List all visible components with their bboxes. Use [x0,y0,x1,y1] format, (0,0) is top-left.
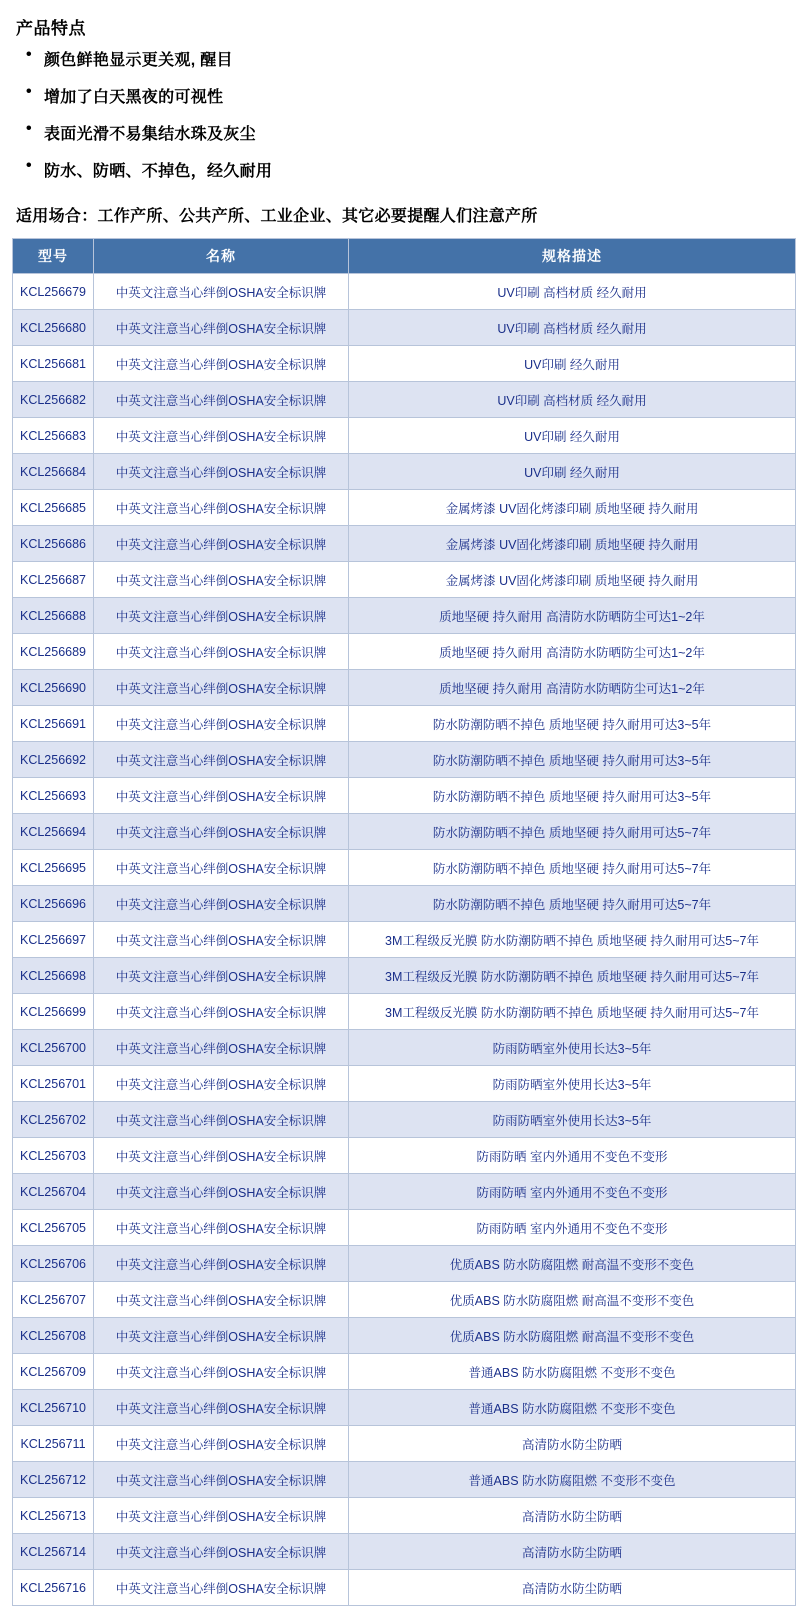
cell-model: KCL256685 [13,490,94,526]
cell-name: 中英文注意当心绊倒OSHA安全标识牌 [94,490,349,526]
table-header-row [13,239,796,274]
cell-name: 中英文注意当心绊倒OSHA安全标识牌 [94,1282,349,1318]
cell-description: 质地坚硬 持久耐用 高清防水防晒防尘可达1~2年 [349,634,796,670]
cell-name: 中英文注意当心绊倒OSHA安全标识牌 [94,310,349,346]
cell-name: 中英文注意当心绊倒OSHA安全标识牌 [94,1030,349,1066]
feature-item: • 防水、防晒、不掉色，经久耐用 [26,158,788,181]
table-row [13,598,796,634]
cell-description: 优质ABS 防水防腐阻燃 耐高温不变形不变色 [349,1318,796,1354]
cell-description: UV印刷 高档材质 经久耐用 [349,382,796,418]
cell-description: 质地坚硬 持久耐用 高清防水防晒防尘可达1~2年 [349,598,796,634]
cell-description: 普通ABS 防水防腐阻燃 不变形不变色 [349,1354,796,1390]
cell-description: 金属烤漆 UV固化烤漆印刷 质地坚硬 持久耐用 [349,562,796,598]
table-row [13,562,796,598]
cell-model: KCL256709 [13,1354,94,1390]
cell-name: 中英文注意当心绊倒OSHA安全标识牌 [94,598,349,634]
table-row [13,310,796,346]
cell-model: KCL256710 [13,1390,94,1426]
cell-description: UV印刷 经久耐用 [349,418,796,454]
column-header-description: 规格描述 [349,239,796,274]
cell-name: 中英文注意当心绊倒OSHA安全标识牌 [94,1426,349,1462]
feature-item: • 颜色鲜艳显示更关观, 醒目 [26,47,788,70]
cell-model: KCL256679 [13,274,94,310]
table-row [13,1210,796,1246]
table-row [13,1246,796,1282]
cell-model: KCL256698 [13,958,94,994]
cell-description: 高清防水防尘防晒 [349,1570,796,1606]
column-header-model: 型号 [13,239,94,274]
cell-description: 防水防潮防晒不掉色 质地坚硬 持久耐用可达3~5年 [349,706,796,742]
cell-name: 中英文注意当心绊倒OSHA安全标识牌 [94,1318,349,1354]
cell-description: 防水防潮防晒不掉色 质地坚硬 持久耐用可达5~7年 [349,850,796,886]
table-row [13,706,796,742]
table-row [13,1102,796,1138]
features-title: 产品特点 [16,19,86,38]
cell-name: 中英文注意当心绊倒OSHA安全标识牌 [94,1462,349,1498]
table-row [13,1462,796,1498]
specification-table [12,238,796,1606]
cell-description: 3M工程级反光膜 防水防潮防晒不掉色 质地坚硬 持久耐用可达5~7年 [349,994,796,1030]
cell-name: 中英文注意当心绊倒OSHA安全标识牌 [94,454,349,490]
table-row [13,778,796,814]
cell-description: 防雨防晒 室内外通用不变色不变形 [349,1210,796,1246]
cell-name: 中英文注意当心绊倒OSHA安全标识牌 [94,274,349,310]
cell-model: KCL256682 [13,382,94,418]
table-row [13,418,796,454]
table-row [13,490,796,526]
cell-model: KCL256684 [13,454,94,490]
cell-name: 中英文注意当心绊倒OSHA安全标识牌 [94,814,349,850]
cell-name: 中英文注意当心绊倒OSHA安全标识牌 [94,1210,349,1246]
cell-name: 中英文注意当心绊倒OSHA安全标识牌 [94,418,349,454]
cell-model: KCL256711 [13,1426,94,1462]
table-header [13,239,796,274]
cell-name: 中英文注意当心绊倒OSHA安全标识牌 [94,958,349,994]
cell-name: 中英文注意当心绊倒OSHA安全标识牌 [94,778,349,814]
table-row [13,1138,796,1174]
cell-model: KCL256692 [13,742,94,778]
cell-name: 中英文注意当心绊倒OSHA安全标识牌 [94,1246,349,1282]
cell-model: KCL256712 [13,1462,94,1498]
table-row [13,994,796,1030]
table-row [13,454,796,490]
cell-description: UV印刷 经久耐用 [349,454,796,490]
usage-scenarios-text: 适用场合：工作产所、公共产所、工业企业、其它必要提醒人们注意产所 [16,208,538,225]
cell-name: 中英文注意当心绊倒OSHA安全标识牌 [94,1534,349,1570]
cell-name: 中英文注意当心绊倒OSHA安全标识牌 [94,706,349,742]
cell-name: 中英文注意当心绊倒OSHA安全标识牌 [94,922,349,958]
cell-name: 中英文注意当心绊倒OSHA安全标识牌 [94,850,349,886]
table-row [13,742,796,778]
cell-description: 防水防潮防晒不掉色 质地坚硬 持久耐用可达5~7年 [349,814,796,850]
table-row [13,1570,796,1606]
table-row [13,526,796,562]
cell-model: KCL256681 [13,346,94,382]
table-row [13,670,796,706]
table-row [13,1282,796,1318]
cell-description: 防水防潮防晒不掉色 质地坚硬 持久耐用可达3~5年 [349,778,796,814]
table-row [13,1498,796,1534]
cell-model: KCL256705 [13,1210,94,1246]
cell-description: 高清防水防尘防晒 [349,1426,796,1462]
cell-model: KCL256696 [13,886,94,922]
cell-description: UV印刷 经久耐用 [349,346,796,382]
cell-model: KCL256714 [13,1534,94,1570]
cell-model: KCL256701 [13,1066,94,1102]
cell-model: KCL256707 [13,1282,94,1318]
cell-model: KCL256700 [13,1030,94,1066]
cell-model: KCL256702 [13,1102,94,1138]
cell-description: 防水防潮防晒不掉色 质地坚硬 持久耐用可达3~5年 [349,742,796,778]
features-list [12,47,788,181]
cell-model: KCL256683 [13,418,94,454]
cell-name: 中英文注意当心绊倒OSHA安全标识牌 [94,1570,349,1606]
cell-description: UV印刷 高档材质 经久耐用 [349,310,796,346]
cell-name: 中英文注意当心绊倒OSHA安全标识牌 [94,994,349,1030]
cell-model: KCL256716 [13,1570,94,1606]
table-row [13,1174,796,1210]
cell-model: KCL256691 [13,706,94,742]
cell-name: 中英文注意当心绊倒OSHA安全标识牌 [94,742,349,778]
cell-description: 防雨防晒 室内外通用不变色不变形 [349,1138,796,1174]
cell-description: 金属烤漆 UV固化烤漆印刷 质地坚硬 持久耐用 [349,526,796,562]
cell-name: 中英文注意当心绊倒OSHA安全标识牌 [94,1174,349,1210]
table-body [13,274,796,1606]
cell-description: 3M工程级反光膜 防水防潮防晒不掉色 质地坚硬 持久耐用可达5~7年 [349,922,796,958]
cell-description: 防雨防晒室外使用长达3~5年 [349,1066,796,1102]
cell-model: KCL256693 [13,778,94,814]
cell-name: 中英文注意当心绊倒OSHA安全标识牌 [94,1066,349,1102]
table-row [13,1534,796,1570]
table-row [13,382,796,418]
cell-model: KCL256694 [13,814,94,850]
cell-description: 防水防潮防晒不掉色 质地坚硬 持久耐用可达5~7年 [349,886,796,922]
cell-name: 中英文注意当心绊倒OSHA安全标识牌 [94,382,349,418]
table-row [13,814,796,850]
cell-model: KCL256708 [13,1318,94,1354]
cell-name: 中英文注意当心绊倒OSHA安全标识牌 [94,1138,349,1174]
table-row [13,274,796,310]
cell-model: KCL256690 [13,670,94,706]
table-row [13,1318,796,1354]
cell-description: 高清防水防尘防晒 [349,1534,796,1570]
cell-model: KCL256687 [13,562,94,598]
table-row [13,886,796,922]
cell-model: KCL256697 [13,922,94,958]
column-header-name: 名称 [94,239,349,274]
cell-description: 防雨防晒 室内外通用不变色不变形 [349,1174,796,1210]
cell-model: KCL256695 [13,850,94,886]
cell-name: 中英文注意当心绊倒OSHA安全标识牌 [94,1354,349,1390]
cell-name: 中英文注意当心绊倒OSHA安全标识牌 [94,526,349,562]
table-row [13,346,796,382]
cell-model: KCL256704 [13,1174,94,1210]
table-row [13,850,796,886]
cell-model: KCL256713 [13,1498,94,1534]
cell-name: 中英文注意当心绊倒OSHA安全标识牌 [94,1102,349,1138]
cell-description: 质地坚硬 持久耐用 高清防水防晒防尘可达1~2年 [349,670,796,706]
cell-description: UV印刷 高档材质 经久耐用 [349,274,796,310]
cell-model: KCL256688 [13,598,94,634]
cell-description: 防雨防晒室外使用长达3~5年 [349,1030,796,1066]
cell-model: KCL256689 [13,634,94,670]
cell-name: 中英文注意当心绊倒OSHA安全标识牌 [94,1390,349,1426]
feature-item: • 增加了白天黑夜的可视性 [26,84,788,107]
table-row [13,958,796,994]
cell-model: KCL256686 [13,526,94,562]
cell-description: 普通ABS 防水防腐阻燃 不变形不变色 [349,1462,796,1498]
table-row [13,922,796,958]
table-row [13,1390,796,1426]
cell-description: 高清防水防尘防晒 [349,1498,796,1534]
table-row [13,1426,796,1462]
cell-name: 中英文注意当心绊倒OSHA安全标识牌 [94,670,349,706]
cell-model: KCL256703 [13,1138,94,1174]
cell-description: 3M工程级反光膜 防水防潮防晒不掉色 质地坚硬 持久耐用可达5~7年 [349,958,796,994]
table-row [13,1066,796,1102]
cell-model: KCL256699 [13,994,94,1030]
table-row [13,634,796,670]
cell-name: 中英文注意当心绊倒OSHA安全标识牌 [94,634,349,670]
cell-description: 金属烤漆 UV固化烤漆印刷 质地坚硬 持久耐用 [349,490,796,526]
feature-item: • 表面光滑不易集结水珠及灰尘 [26,121,788,144]
table-row [13,1354,796,1390]
cell-name: 中英文注意当心绊倒OSHA安全标识牌 [94,1498,349,1534]
cell-model: KCL256706 [13,1246,94,1282]
cell-description: 优质ABS 防水防腐阻燃 耐高温不变形不变色 [349,1282,796,1318]
cell-name: 中英文注意当心绊倒OSHA安全标识牌 [94,562,349,598]
cell-description: 防雨防晒室外使用长达3~5年 [349,1102,796,1138]
cell-description: 优质ABS 防水防腐阻燃 耐高温不变形不变色 [349,1246,796,1282]
table-row [13,1030,796,1066]
cell-name: 中英文注意当心绊倒OSHA安全标识牌 [94,346,349,382]
cell-name: 中英文注意当心绊倒OSHA安全标识牌 [94,886,349,922]
cell-model: KCL256680 [13,310,94,346]
cell-description: 普通ABS 防水防腐阻燃 不变形不变色 [349,1390,796,1426]
